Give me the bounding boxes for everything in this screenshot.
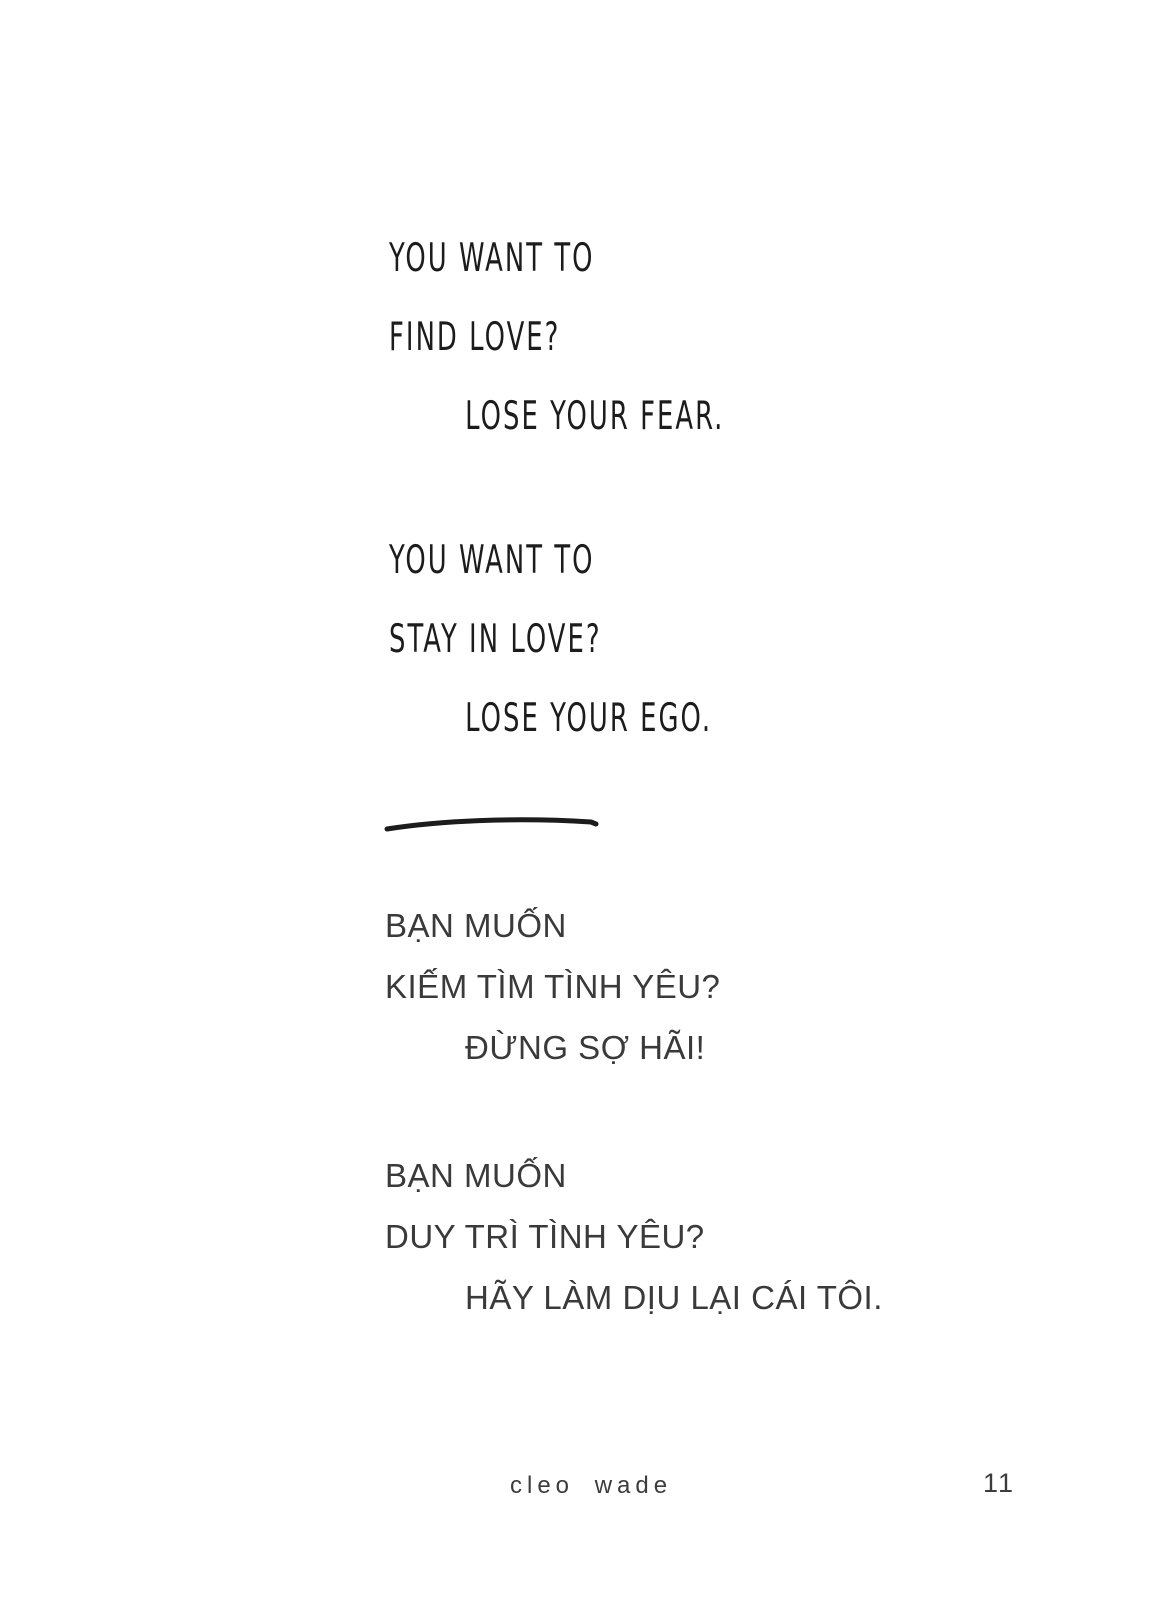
poem-en-stanza-2 [389, 520, 712, 757]
poem-vi-stanza-2-line-3: HÃY LÀM DỊU LẠI CÁI TÔI. [465, 1279, 883, 1316]
poem-en-stanza-2-line-3: LOSE YOUR EGO. [465, 694, 713, 741]
poem-en-stanza-1-line-3: LOSE YOUR FEAR. [465, 392, 725, 439]
poem-vi-stanza-1 [385, 895, 720, 1078]
poem-en-stanza-2-line-2: STAY IN LOVE? [389, 615, 602, 662]
poem-vi-stanza-2 [385, 1145, 883, 1328]
poem-en-stanza-1-line-1: YOU WANT TO [389, 234, 595, 281]
poem-vi-stanza-2-line-1: BẠN MUỐN [385, 1157, 567, 1194]
poem-en-stanza-2-line-1: YOU WANT TO [389, 536, 595, 583]
poem-vi-stanza-2-line-2: DUY TRÌ TÌNH YÊU? [385, 1218, 705, 1255]
poem-vi-stanza-1-line-3: ĐỪNG SỢ HÃI! [465, 1029, 706, 1066]
poem-vi-stanza-1-line-1: BẠN MUỐN [385, 907, 567, 944]
hand-drawn-divider [383, 810, 605, 836]
poem-en-stanza-1 [389, 218, 724, 455]
footer-author: cleo wade [510, 1472, 673, 1499]
footer-page-number: 11 [983, 1468, 1016, 1498]
poem-en-stanza-1-line-2: FIND LOVE? [389, 313, 561, 360]
poem-vi-stanza-1-line-2: KIẾM TÌM TÌNH YÊU? [385, 968, 721, 1005]
